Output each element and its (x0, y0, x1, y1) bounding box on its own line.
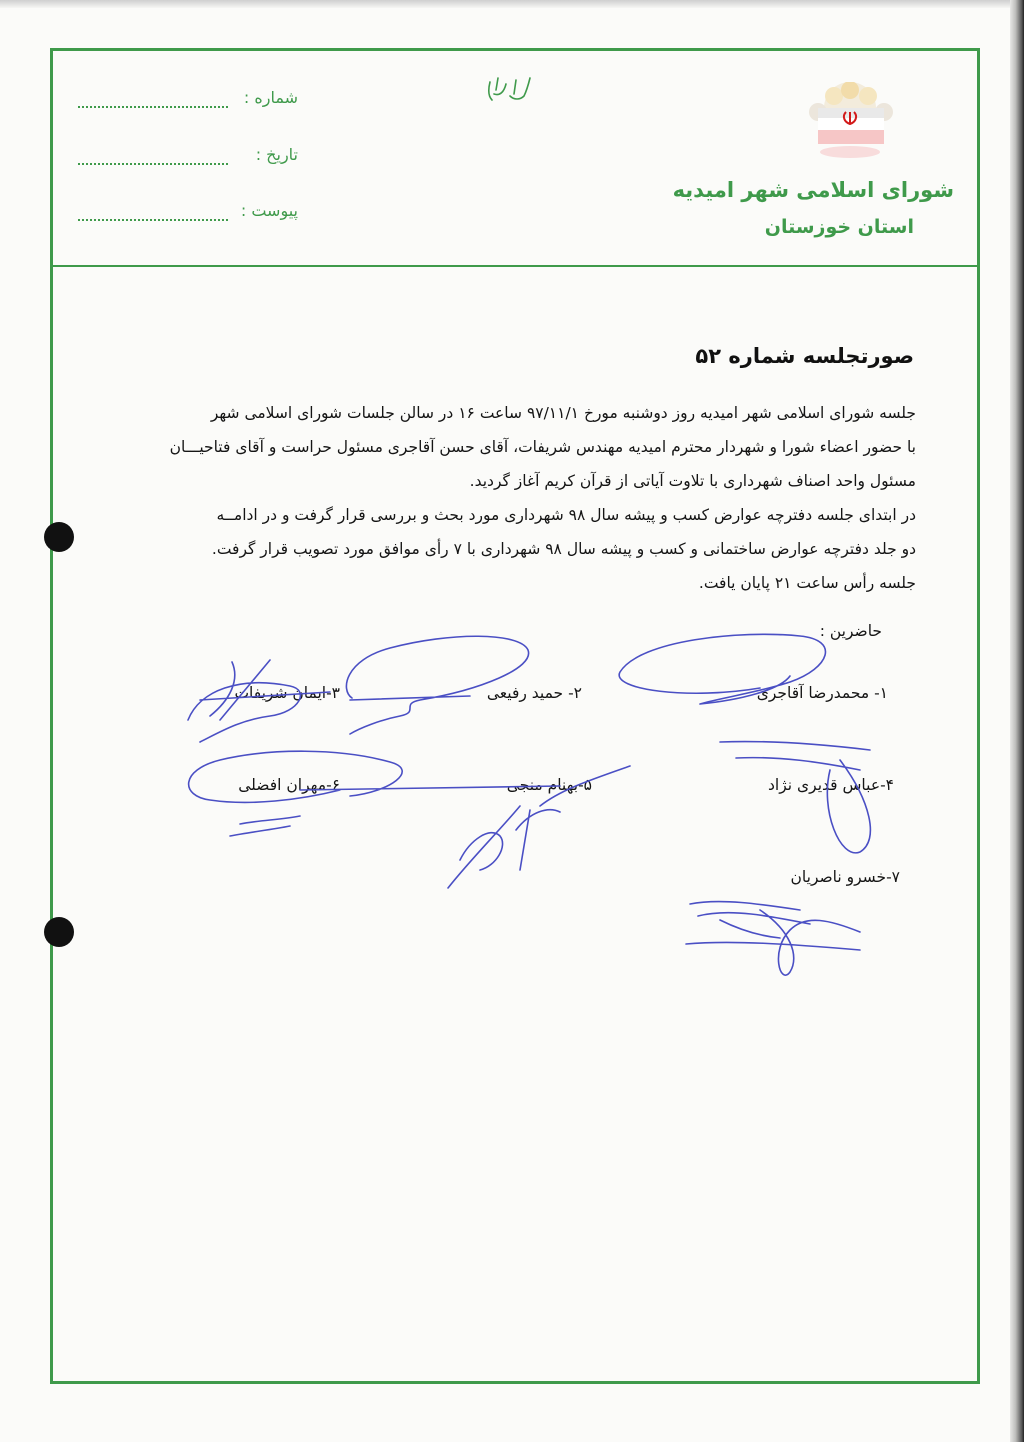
punch-hole (44, 522, 74, 552)
paragraph-line: دو جلد دفترچه عوارض ساختمانی و کسب و پیشه سال ۹۸ شهرداری با ۷ رأی موافق مورد تصویب قرار گرفت. (211, 540, 916, 558)
number-blank (78, 106, 228, 108)
paragraph-opening (106, 396, 916, 498)
letterhead-frame (50, 48, 980, 1384)
attendee-3: ۳-ایمان شریفات (234, 684, 340, 702)
attachment-blank (78, 219, 228, 221)
attachment-label: پیوست : (240, 201, 298, 220)
paragraph-closing: جلسه رأس ساعت ۲۱ پایان یافت. (698, 574, 916, 592)
province-name: استان خوزستان (764, 216, 914, 238)
attendee-5: ۵-بهنام منجی (506, 776, 592, 794)
paragraph-line: جلسه شورای اسلامی شهر امیدیه روز دوشنبه مورخ ۹۷/۱۱/۱ ساعت ۱۶ در سالن جلسات شورای اسلامی شهر (210, 404, 916, 422)
number-field (78, 88, 298, 114)
attendees-label: حاضرین : (819, 622, 882, 640)
paragraph-line: در ابتدای جلسه دفترچه عوارض کسب و پیشه سال ۹۸ شهرداری مورد بحث و بررسی قرار گرفت و در ادامــه (216, 506, 916, 524)
attendee-4: ۴-عباس قدیری نژاد (768, 776, 894, 794)
attendee-1: ۱- محمدرضا آقاجری (756, 684, 888, 702)
organization-name: شورای اسلامی شهر امیدیه (672, 178, 954, 202)
attendee-7: ۷-خسرو ناصریان (790, 868, 900, 886)
number-label: شماره : (243, 88, 298, 107)
date-label: تاریخ : (255, 145, 298, 164)
attachment-field (78, 201, 298, 227)
minutes-title: صورتجلسه شماره ۵۲ (695, 344, 914, 368)
header-divider (50, 265, 980, 267)
scan-top-edge (0, 0, 1024, 8)
paragraph-line: مسئول واحد اصناف شهرداری با تلاوت آیاتی از قرآن کریم آغاز گردید. (469, 472, 916, 490)
date-blank (78, 163, 228, 165)
punch-hole (44, 917, 74, 947)
attendee-6: ۶-مهران افضلی (238, 776, 340, 794)
emblem-logo (790, 82, 910, 162)
scan-right-edge (1010, 0, 1024, 1442)
paragraph-decision (106, 498, 916, 600)
paragraph-line: با حضور اعضاء شورا و شهردار محترم امیدیه مهندس شریفات، آقای حسن آقاجری مسئول حراست و آقای فتاحیـــان (169, 438, 916, 456)
date-field (78, 145, 298, 171)
basmala-calligraphy (480, 70, 540, 110)
attendee-2: ۲- حمید رفیعی (486, 684, 582, 702)
